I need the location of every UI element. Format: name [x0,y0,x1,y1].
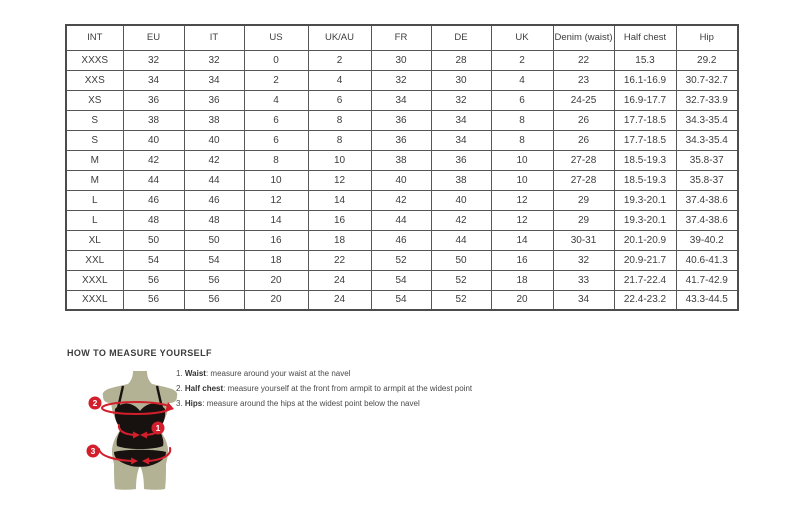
table-row [66,110,738,130]
size-cell: 8 [308,110,371,130]
column-header: Half chest [614,25,676,50]
size-cell: 17.7-18.5 [614,130,676,150]
size-cell: XXXL [66,270,123,290]
size-cell: 32 [371,70,431,90]
size-cell: 30-31 [553,230,614,250]
size-cell: 46 [184,190,244,210]
size-cell: XL [66,230,123,250]
size-cell: 18.5-19.3 [614,150,676,170]
size-cell: 43.3-44.5 [676,290,738,310]
size-cell: 34 [123,70,184,90]
size-cell: 42 [371,190,431,210]
size-cell: 56 [184,270,244,290]
step-label: Waist [184,369,206,378]
column-header: EU [123,25,184,50]
size-cell: 17.7-18.5 [614,110,676,130]
size-cell: 34.3-35.4 [676,110,738,130]
table-row [66,270,738,290]
mannequin-neck [128,371,152,384]
size-cell: 44 [123,170,184,190]
size-cell: 36 [371,130,431,150]
size-cell: 19.3-20.1 [614,210,676,230]
size-cell: 12 [308,170,371,190]
measure-steps [176,370,472,415]
table-row [66,250,738,270]
size-chart-table [65,24,739,311]
size-cell: 34 [371,90,431,110]
size-cell: 8 [244,150,308,170]
size-cell: 18.5-19.3 [614,170,676,190]
size-cell: 16 [308,210,371,230]
size-cell: 44 [184,170,244,190]
size-cell: 30 [431,70,491,90]
size-cell: 48 [123,210,184,230]
size-cell: 22.4-23.2 [614,290,676,310]
size-cell: 2 [244,70,308,90]
size-cell: S [66,110,123,130]
size-cell: 6 [244,130,308,150]
size-cell: 23 [553,70,614,90]
size-cell: 20 [244,290,308,310]
size-cell: 52 [431,270,491,290]
size-cell: 46 [371,230,431,250]
size-cell: 20 [491,290,553,310]
size-cell: XXXL [66,290,123,310]
column-header: UK/AU [308,25,371,50]
size-cell: 50 [184,230,244,250]
size-cell: 44 [431,230,491,250]
size-cell: M [66,150,123,170]
size-cell: 38 [431,170,491,190]
size-cell: 0 [244,50,308,70]
table-row [66,70,738,90]
size-cell: 10 [244,170,308,190]
size-cell: 56 [123,290,184,310]
size-cell: 54 [371,270,431,290]
size-cell: 35.8-37 [676,150,738,170]
size-cell: 28 [431,50,491,70]
size-cell: 38 [123,110,184,130]
size-cell: 6 [308,90,371,110]
size-cell: 54 [371,290,431,310]
size-cell: 40 [184,130,244,150]
badge-3-number: 3 [90,446,96,456]
size-cell: 24 [308,290,371,310]
size-cell: 48 [184,210,244,230]
size-cell: 35.8-37 [676,170,738,190]
size-cell: 34 [431,110,491,130]
size-cell: 38 [371,150,431,170]
badge-1-number: 1 [155,423,161,433]
size-cell: 4 [491,70,553,90]
table-row [66,150,738,170]
size-cell: XXXS [66,50,123,70]
size-cell: 56 [123,270,184,290]
size-cell: 44 [371,210,431,230]
measure-diagram [78,367,190,493]
size-cell: L [66,210,123,230]
size-cell: 40 [431,190,491,210]
column-header: Denim (waist) [553,25,614,50]
column-header: FR [371,25,431,50]
mannequin-figure [103,371,178,490]
size-cell: 14 [244,210,308,230]
size-cell: 14 [308,190,371,210]
size-cell: 36 [123,90,184,110]
size-cell: 4 [308,70,371,90]
size-cell: 16.1-16.9 [614,70,676,90]
measure-section-heading: HOW TO MEASURE YOURSELF [67,348,212,358]
size-cell: 50 [431,250,491,270]
size-cell: 46 [123,190,184,210]
table-row [66,290,738,310]
measure-step [176,385,472,393]
size-cell: 8 [491,130,553,150]
step-text: : measure yourself at the front from armpit to armpit at the widest point [223,384,473,393]
size-cell: 2 [491,50,553,70]
size-cell: 29 [553,190,614,210]
size-cell: 26 [553,110,614,130]
table-row [66,190,738,210]
size-cell: 8 [491,110,553,130]
size-cell: 42 [184,150,244,170]
size-cell: 18 [244,250,308,270]
size-cell: 32.7-33.9 [676,90,738,110]
column-header: DE [431,25,491,50]
size-cell: 21.7-22.4 [614,270,676,290]
size-cell: 22 [308,250,371,270]
measure-step [176,370,472,378]
size-cell: XS [66,90,123,110]
size-cell: 32 [553,250,614,270]
column-header: UK [491,25,553,50]
badge-2-number: 2 [92,398,98,408]
size-cell: 34 [553,290,614,310]
size-cell: 40 [123,130,184,150]
column-header: IT [184,25,244,50]
size-cell: 30.7-32.7 [676,70,738,90]
size-cell: 15.3 [614,50,676,70]
size-cell: S [66,130,123,150]
column-header: US [244,25,308,50]
column-header: Hip [676,25,738,50]
table-row [66,90,738,110]
size-cell: 34 [184,70,244,90]
size-cell: 36 [371,110,431,130]
size-cell: 29.2 [676,50,738,70]
size-cell: 39-40.2 [676,230,738,250]
size-cell: 37.4-38.6 [676,210,738,230]
size-cell: 12 [244,190,308,210]
step-text: : measure around the hips at the widest point below the navel [202,399,420,408]
size-cell: 37.4-38.6 [676,190,738,210]
size-cell: 54 [184,250,244,270]
size-cell: M [66,170,123,190]
size-cell: L [66,190,123,210]
size-cell: 16.9-17.7 [614,90,676,110]
size-cell: 19.3-20.1 [614,190,676,210]
size-cell: 34.3-35.4 [676,130,738,150]
step-number: 1. [176,369,185,378]
size-cell: 52 [371,250,431,270]
size-cell: 33 [553,270,614,290]
size-cell: 12 [491,190,553,210]
size-cell: 38 [184,110,244,130]
size-cell: 10 [308,150,371,170]
size-cell: 32 [184,50,244,70]
size-cell: 42 [431,210,491,230]
size-cell: 20 [244,270,308,290]
table-row [66,230,738,250]
size-cell: 54 [123,250,184,270]
size-cell: 27-28 [553,150,614,170]
size-cell: 32 [123,50,184,70]
size-cell: 24 [308,270,371,290]
size-cell: 56 [184,290,244,310]
step-number: 2. [176,384,185,393]
size-cell: 6 [491,90,553,110]
size-cell: 18 [308,230,371,250]
size-cell: XXL [66,250,123,270]
size-cell: 10 [491,170,553,190]
column-header: INT [66,25,123,50]
size-cell: 24-25 [553,90,614,110]
step-label: Half chest [184,384,224,393]
size-cell: 22 [553,50,614,70]
size-cell: 4 [244,90,308,110]
step-number: 3. [176,399,185,408]
size-cell: 41.7-42.9 [676,270,738,290]
table-row [66,50,738,70]
size-cell: 2 [308,50,371,70]
header-row [66,25,738,50]
size-cell: 30 [371,50,431,70]
size-cell: 42 [123,150,184,170]
size-cell: 20.9-21.7 [614,250,676,270]
size-cell: 52 [431,290,491,310]
size-cell: 10 [491,150,553,170]
size-cell: 16 [491,250,553,270]
size-cell: XXS [66,70,123,90]
size-cell: 50 [123,230,184,250]
size-cell: 18 [491,270,553,290]
step-text: : measure around your waist at the navel [205,369,351,378]
size-cell: 14 [491,230,553,250]
measure-step [176,400,472,408]
size-cell: 34 [431,130,491,150]
step-label: Hips [184,399,203,408]
table-row [66,210,738,230]
size-cell: 29 [553,210,614,230]
size-cell: 32 [431,90,491,110]
size-cell: 36 [431,150,491,170]
size-cell: 8 [308,130,371,150]
table-row [66,130,738,150]
size-cell: 12 [491,210,553,230]
size-cell: 27-28 [553,170,614,190]
size-cell: 16 [244,230,308,250]
size-cell: 26 [553,130,614,150]
size-cell: 36 [184,90,244,110]
size-cell: 40.6-41.3 [676,250,738,270]
size-cell: 40 [371,170,431,190]
table-row [66,170,738,190]
size-cell: 20.1-20.9 [614,230,676,250]
size-cell: 6 [244,110,308,130]
